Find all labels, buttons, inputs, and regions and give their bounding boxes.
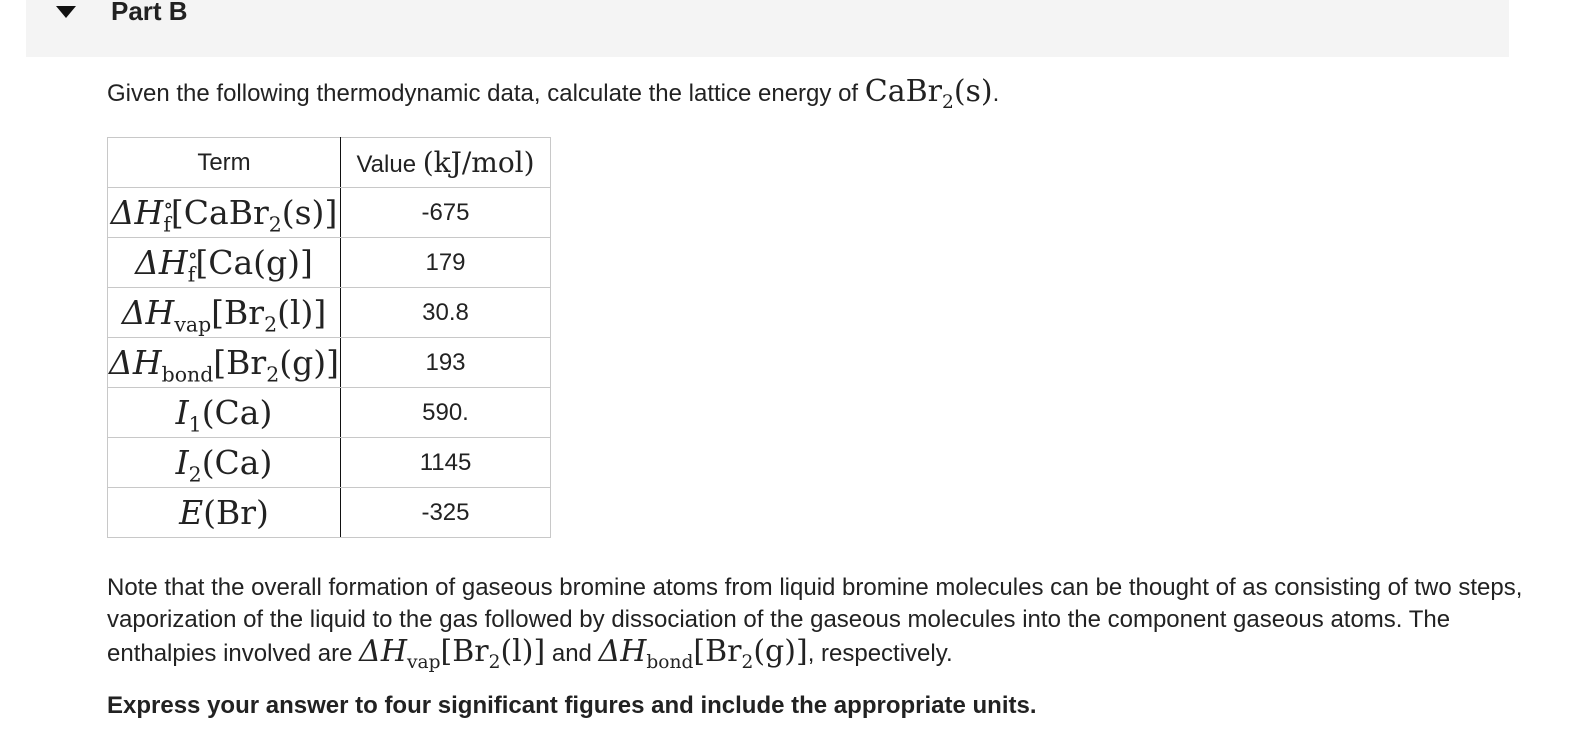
caret-down-icon[interactable]: [55, 5, 77, 19]
term-cell: $\Delta H^\circ_f[CaBr_2(s)]$: [108, 188, 341, 238]
table-row: [108, 488, 551, 538]
note-text: Note that the overall formation of gaseous bromine atoms from liquid bromine molecules can be thought of as consisting of two steps, vaporization of the liquid to the gas followed by dissociation of the gaseous molecules into the component gaseous atoms. The enthalpies involved are: [107, 574, 1523, 667]
value-cell: 590.: [341, 388, 551, 438]
term-cell: E(Br): [108, 488, 341, 538]
table-row: [108, 438, 551, 488]
term-cell: $\Delta H_{bond}[Br_2(g)]$: [108, 338, 341, 388]
value-cell: -675: [341, 188, 551, 238]
table-header-row: [108, 138, 551, 188]
instruction-text: Express your answer to four significant figures and include the appropriate units.: [107, 692, 1037, 719]
intro-compound: CaBr$_2$(s): [864, 74, 993, 113]
note-bond-term: $\Delta H_{bond}[Br_2(g)]$: [598, 634, 808, 673]
intro-sentence: Given the following thermodynamic data, calculate the lattice energy of: [107, 80, 859, 107]
term-cell: $\Delta H_{vap}[Br_2(l)]$: [108, 288, 341, 338]
value-cell: 30.8: [341, 288, 551, 338]
intro-period: .: [992, 80, 1000, 107]
term-cell: $I_1(Ca)$: [108, 388, 341, 438]
value-cell: 193: [341, 338, 551, 388]
part-header[interactable]: [26, 0, 1509, 57]
table-row: [108, 338, 551, 388]
value-cell: 179: [341, 238, 551, 288]
part-title: Part B: [111, 0, 188, 26]
note-paragraph: [107, 572, 1547, 673]
term-cell: $\Delta H^\circ_f[Ca(g)]$: [108, 238, 341, 288]
value-header: Value (kJ/mol): [341, 138, 551, 188]
value-cell: 1145: [341, 438, 551, 488]
note-vap-term: $\Delta H_{vap}[Br_2(l)]$: [359, 634, 546, 673]
value-cell: -325: [341, 488, 551, 538]
table-row: [108, 388, 551, 438]
intro-text: [107, 72, 999, 114]
term-header: Term: [108, 138, 341, 188]
note-end: , respectively.: [807, 640, 953, 667]
note-and: and: [551, 640, 592, 667]
term-cell: $I_2(Ca)$: [108, 438, 341, 488]
table-row: [108, 288, 551, 338]
thermo-data-table: [107, 137, 551, 538]
table-row: [108, 238, 551, 288]
table-row: [108, 188, 551, 238]
